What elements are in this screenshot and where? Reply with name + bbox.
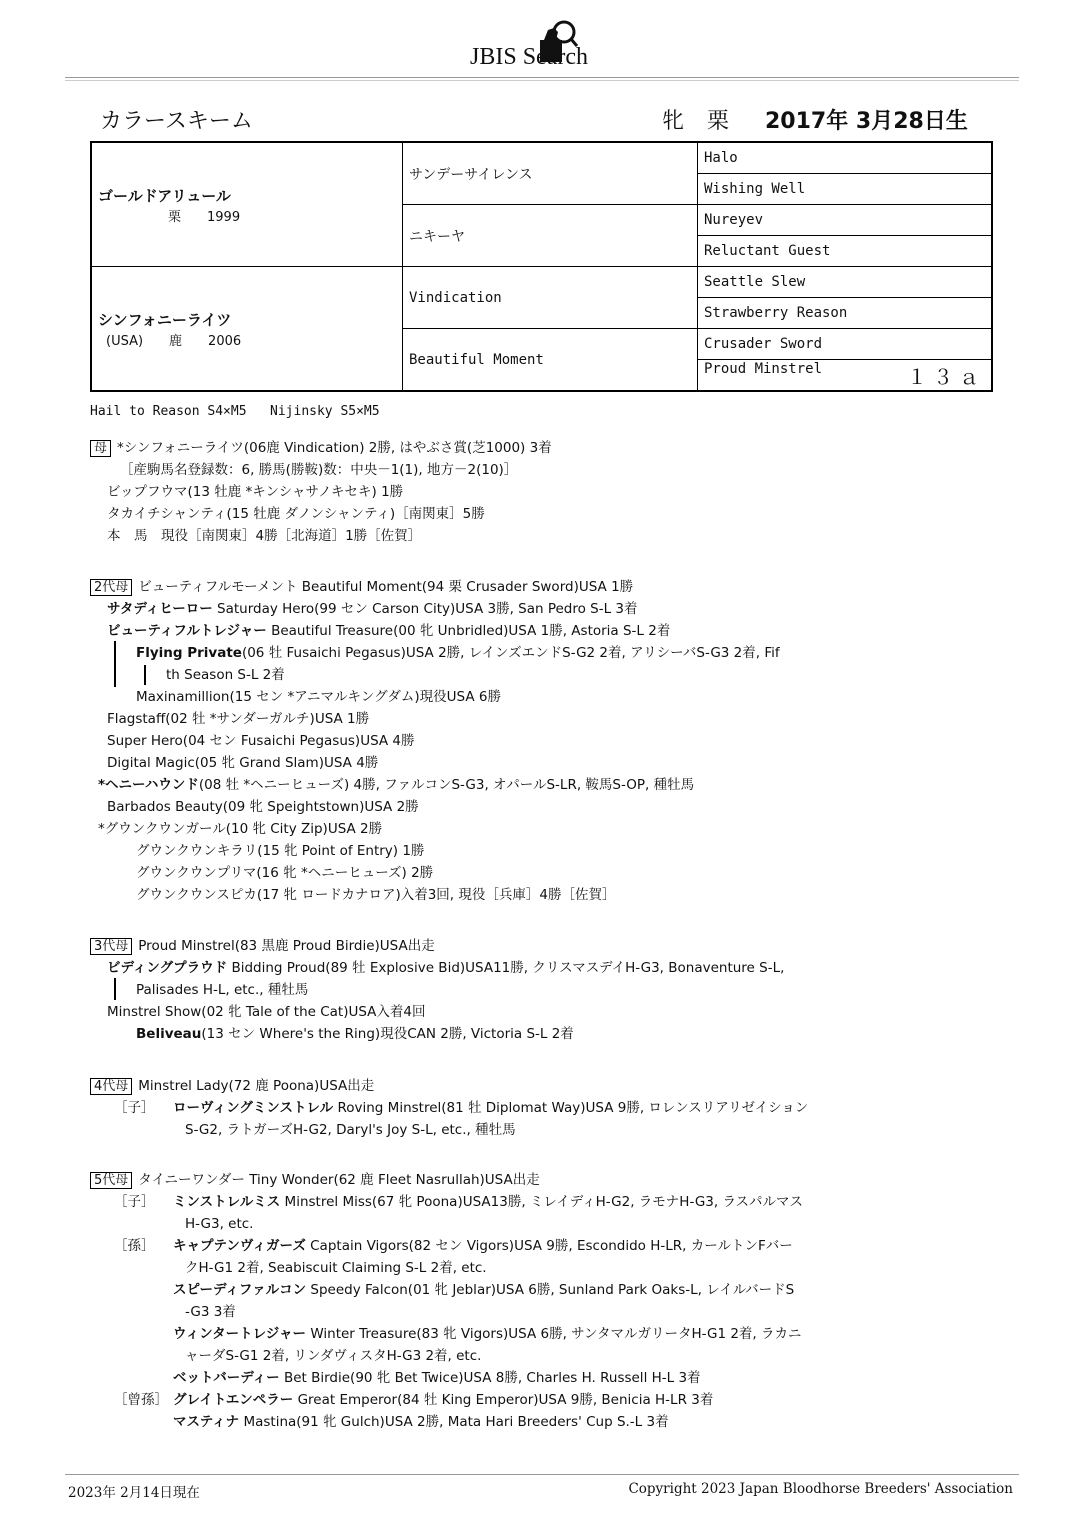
gen5-line-2c: クH-G1 2着, Seabiscuit Claiming S-L 2着, etc. xyxy=(185,1260,487,1276)
sibling-bar-2 xyxy=(144,665,146,685)
gen5-line-4: ウィンタートレジャー Winter Treasure(83 牝 Vigors)USA 6勝, サンタマルガリータH-G1 2着, ラカニ xyxy=(173,1326,802,1342)
sibling-bar-3 xyxy=(114,978,116,1000)
header-divider-2 xyxy=(65,80,1019,81)
g3-4[interactable]: Reluctant Guest xyxy=(698,236,993,267)
g3-2[interactable]: Wishing Well xyxy=(698,174,993,205)
horse-sex-color: 牝 栗 xyxy=(662,109,737,134)
gen3-head: Proud Minstrel(83 黒鹿 Proud Birdie)USA出走 xyxy=(138,938,435,954)
gen2-line-12: グウンクウンプリマ(16 牝 *ヘニーヒューズ) 2勝 xyxy=(136,865,434,881)
footer-divider xyxy=(65,1474,1019,1475)
gen4-line-1-bold: ローヴィングミンストレル xyxy=(173,1100,334,1116)
inbreeding-line: Hail to Reason S4×M5 Nijinsky S5×M5 xyxy=(90,404,380,419)
gen5-tag: 5代母 xyxy=(90,1172,132,1189)
gen5-k1: ［子］ xyxy=(114,1194,155,1210)
gen5-line-6: グレイトエンペラー Great Emperor(84 牡 King Emperor)USA 9勝, Benicia H-LR 3着 xyxy=(173,1392,714,1408)
gen5-line-4-bold: ウィンタートレジャー xyxy=(173,1326,307,1342)
gen5-k3: ［曾孫］ xyxy=(114,1392,168,1408)
dam-sire[interactable]: Vindication xyxy=(403,267,698,329)
gen3-tag: 3代母 xyxy=(90,938,132,955)
dam-cell xyxy=(91,267,403,392)
gen3-line-1: ビディングプラウド Bidding Proud(89 牡 Explosive Bid)USA11勝, クリスマスデイH-G3, Bonaventure S-L, xyxy=(107,960,785,976)
sire-name[interactable]: ゴールドアリュール xyxy=(98,186,231,205)
gen2-line-8: *ヘニーハウンド(08 牡 *ヘニーヒューズ) 4勝, ファルコンS-G3, オパールS-LR, 鞍馬S-OP, 種牡馬 xyxy=(98,777,695,793)
gen4-tag: 4代母 xyxy=(90,1078,132,1095)
gen2-line-2-bold: ビューティフルトレジャー xyxy=(107,623,267,639)
family-number: １３ａ xyxy=(907,364,985,389)
gen2-line-8-bold: *ヘニーハウンド xyxy=(98,777,199,793)
gen2-line-10: *グウンクウンガール(10 牝 City Zip)USA 2勝 xyxy=(98,821,383,837)
gen2-tag: 2代母 xyxy=(90,579,132,596)
gen2-line-1-bold: サタディヒーロー xyxy=(107,601,213,617)
sibling-bar xyxy=(114,641,116,687)
gen5-line-4c: ャーダS-G1 2着, リンダヴィスタH-G3 2着, etc. xyxy=(185,1348,482,1364)
gen5-line-7-bold: マスティナ xyxy=(173,1414,240,1430)
gen2-line-9: Barbados Beauty(09 牝 Speightstown)USA 2勝 xyxy=(107,799,419,815)
gen5-k2: ［孫］ xyxy=(114,1238,155,1254)
g3-7[interactable]: Crusader Sword xyxy=(698,329,993,360)
dam-line-3: ビップフウマ(13 牡鹿 *キンシャサノキセキ) 1勝 xyxy=(107,484,404,500)
sire-cell xyxy=(91,142,403,267)
g3-6[interactable]: Strawberry Reason xyxy=(698,298,993,329)
horse-name: カラースキーム xyxy=(100,109,253,134)
footer-date: 2023年 2月14日現在 xyxy=(68,1485,200,1501)
jbis-logo[interactable] xyxy=(470,18,640,76)
gen2-line-7: Digital Magic(05 牝 Grand Slam)USA 4勝 xyxy=(107,755,379,771)
dam-tag: 母 xyxy=(90,440,111,457)
gen3-line-3: Beliveau(13 セン Where's the Ring)現役CAN 2勝, Victoria S-L 2着 xyxy=(136,1026,574,1042)
gen3-line-2: Minstrel Show(02 牝 Tale of the Cat)USA入着4回 xyxy=(107,1004,426,1020)
dam-line-2: ［産駒馬名登録数：6, 勝馬(勝鞍)数：中央－1(1), 地方－2(10)］ xyxy=(120,462,518,478)
gen5-line-5-bold: ベットバーディー xyxy=(173,1370,280,1386)
logo-text: JBIS Search xyxy=(470,44,588,70)
gen5-line-3: スピーディファルコン Speedy Falcon(01 牝 Jeblar)USA 6勝, Sunland Park Oaks-L, レイルバードS xyxy=(173,1282,795,1298)
gen5-line-2: キャプテンヴィガーズ Captain Vigors(82 セン Vigors)USA 9勝, Escondido H-LR, カールトンFバー xyxy=(173,1238,793,1254)
gen5-line-7: マスティナ Mastina(91 牝 Gulch)USA 2勝, Mata Hari Breeders' Cup S.-L 3着 xyxy=(173,1414,669,1430)
gen2-line-3c: th Season S-L 2着 xyxy=(166,667,285,683)
gen5-line-3-bold: スピーディファルコン xyxy=(173,1282,307,1298)
horse-birth: 2017年 3月28日生 xyxy=(765,109,968,134)
footer-copyright: Copyright 2023 Japan Bloodhorse Breeders' Association xyxy=(628,1481,1013,1497)
gen2-line-6: Super Hero(04 セン Fusaichi Pegasus)USA 4勝 xyxy=(107,733,415,749)
gen5-head: タイニーワンダー Tiny Wonder(62 鹿 Fleet Nasrullah)USA出走 xyxy=(138,1172,540,1188)
dam-line-5: 本 馬 現役［南関東］4勝［北海道］1勝［佐賀］ xyxy=(107,528,422,544)
gen4-line-1: ローヴィングミンストレル Roving Minstrel(81 牡 Diplomat Way)USA 9勝, ロレンスリアリゼイション xyxy=(173,1100,809,1116)
sire-dam[interactable]: ニキーヤ xyxy=(403,205,698,267)
gen2-line-1: サタディヒーロー Saturday Hero(99 セン Carson City)USA 3勝, San Pedro S-L 3着 xyxy=(107,601,638,617)
g3-8[interactable] xyxy=(698,360,993,392)
dam-line-1: *シンフォニーライツ(06鹿 Vindication) 2勝, はやぶさ賞(芝1000) 3着 xyxy=(117,440,552,456)
gen2-line-3: Flying Private(06 牡 Fusaichi Pegasus)USA 2勝, レインズエンドS-G2 2着, アリシーバS-G3 2着, Fif xyxy=(136,645,780,661)
dam-name[interactable]: シンフォニーライツ xyxy=(98,310,232,329)
pedigree-table xyxy=(90,141,993,392)
sire-sub: 栗 1999 xyxy=(168,209,241,225)
gen5-line-6-bold: グレイトエンペラー xyxy=(173,1392,294,1408)
gen2-line-3-bold: Flying Private xyxy=(136,645,242,661)
gen5-line-1c: H-G3, etc. xyxy=(185,1216,254,1232)
gen2-line-2: ビューティフルトレジャー Beautiful Treasure(00 牝 Unbridled)USA 1勝, Astoria S-L 2着 xyxy=(107,623,671,639)
gen2-line-13: グウンクウンスピカ(17 牝 ロードカナロア)入着3回, 現役［兵庫］4勝［佐賀］ xyxy=(136,887,616,903)
sire-sire[interactable]: サンデーサイレンス xyxy=(403,142,698,205)
g3-8-name: Proud Minstrel xyxy=(704,360,823,377)
horse-info xyxy=(662,104,968,135)
gen4-head: Minstrel Lady(72 鹿 Poona)USA出走 xyxy=(138,1078,375,1094)
gen5-line-2-bold: キャプテンヴィガーズ xyxy=(173,1238,306,1254)
header-divider xyxy=(65,77,1019,78)
gen2-line-5: Flagstaff(02 牡 *サンダーガルチ)USA 1勝 xyxy=(107,711,370,727)
dam-line-4: タカイチシャンティ(15 牡鹿 ダノンシャンティ)［南関東］5勝 xyxy=(107,506,485,522)
gen2-line-11: グウンクウンキラリ(15 牝 Point of Entry) 1勝 xyxy=(136,843,425,859)
gen2-line-4: Maxinamillion(15 セン *アニマルキングダム)現役USA 6勝 xyxy=(136,689,501,705)
gen3-line-1c: Palisades H-L, etc., 種牡馬 xyxy=(136,982,309,998)
g3-1[interactable]: Halo xyxy=(698,142,993,174)
g3-5[interactable]: Seattle Slew xyxy=(698,267,993,298)
gen4-line-1c: S-G2, ラトガーズH-G2, Daryl's Joy S-L, etc., 種牡馬 xyxy=(185,1122,516,1138)
gen5-line-1-bold: ミンストレルミス xyxy=(173,1194,281,1210)
dam-sub: (USA) 鹿 2006 xyxy=(106,333,242,349)
gen5-line-5: ベットバーディー Bet Birdie(90 牝 Bet Twice)USA 8勝, Charles H. Russell H-L 3着 xyxy=(173,1370,701,1386)
dam-dam[interactable]: Beautiful Moment xyxy=(403,329,698,392)
g3-3[interactable]: Nureyev xyxy=(698,205,993,236)
gen3-line-1-bold: ビディングプラウド xyxy=(107,960,228,976)
gen2-head: ビューティフルモーメント Beautiful Moment(94 栗 Crusader Sword)USA 1勝 xyxy=(138,579,634,595)
gen4-k: ［子］ xyxy=(114,1100,155,1116)
gen3-line-3-bold: Beliveau xyxy=(136,1026,202,1042)
gen5-line-3c: -G3 3着 xyxy=(185,1304,236,1320)
gen5-line-1: ミンストレルミス Minstrel Miss(67 牝 Poona)USA13勝, ミレイディH-G2, ラモナH-G3, ラスパルマス xyxy=(173,1194,804,1210)
